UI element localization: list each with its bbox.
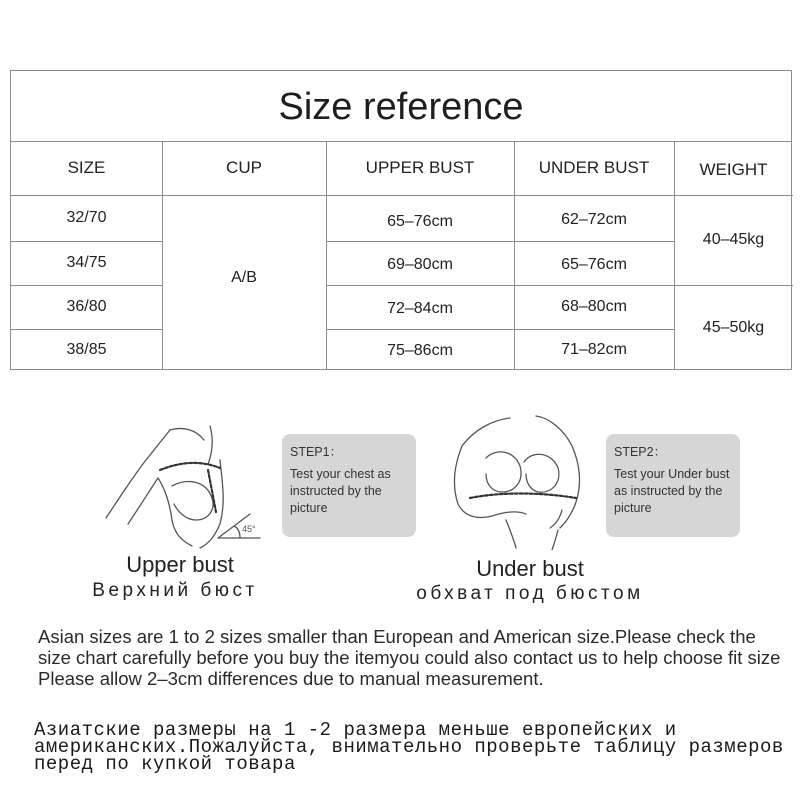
russian-size-note: Азиатские размеры на 1 -2 размера меньше европейских и американских.Пожалуйста, внимательно проверьте таблицу размеров перед по купкой товара	[34, 719, 784, 775]
header-upper-bust: UPPER BUST	[365, 158, 475, 177]
upper-bust-cell: 65–76cm	[387, 213, 453, 230]
upper-bust-cell: 72–84cm	[387, 300, 453, 317]
cup-cell: A/B	[231, 269, 257, 286]
under-bust-cell: 62–72cm	[561, 211, 627, 228]
under-bust-caption: Under bust	[476, 556, 584, 581]
under-bust-cell: 65–76cm	[561, 256, 627, 273]
upper-bust-caption: Upper bust	[126, 552, 234, 577]
size-cell: 38/85	[66, 341, 107, 358]
upper-bust-caption-ru: Верхний бюст	[92, 580, 258, 601]
angle-label: 45°	[242, 524, 256, 534]
weight-cell: 45–50kg	[702, 319, 765, 336]
upper-bust-cell: 75–86cm	[387, 342, 453, 359]
size-cell: 34/75	[66, 254, 107, 271]
under-bust-cell: 71–82cm	[561, 341, 627, 358]
english-size-note: Asian sizes are 1 to 2 sizes smaller than European and American size.Please check the size chart carefully before you buy the itemyou could also contact us to help choose fit size Please allow 2–3cm differences due to manual measurement.	[38, 626, 781, 689]
header-under-bust: UNDER BUST	[538, 158, 650, 177]
under-bust-cell: 68–80cm	[561, 298, 627, 315]
upper-bust-illustration	[100, 420, 270, 550]
header-size: SIZE	[67, 158, 106, 177]
step2-text: Test your Under bust as instructed by the picture	[614, 467, 730, 515]
upper-bust-cell: 69–80cm	[387, 256, 453, 273]
header-cup: CUP	[226, 158, 262, 177]
step1-title: STEP1：	[290, 445, 343, 459]
size-reference-table	[10, 70, 792, 370]
table-title: Size reference	[11, 71, 791, 142]
header-weight: WEIGHT	[699, 160, 768, 179]
under-bust-illustration	[440, 410, 600, 550]
size-cell: 36/80	[66, 298, 107, 315]
step2-box	[606, 434, 740, 537]
step2-title: STEP2：	[614, 445, 667, 459]
size-cell: 32/70	[66, 209, 107, 226]
step1-text: Test your chest as instructed by the picture	[290, 467, 391, 515]
step1-box	[282, 434, 416, 537]
weight-cell: 40–45kg	[702, 231, 765, 248]
under-bust-caption-ru: обхват под бюстом	[416, 583, 644, 604]
